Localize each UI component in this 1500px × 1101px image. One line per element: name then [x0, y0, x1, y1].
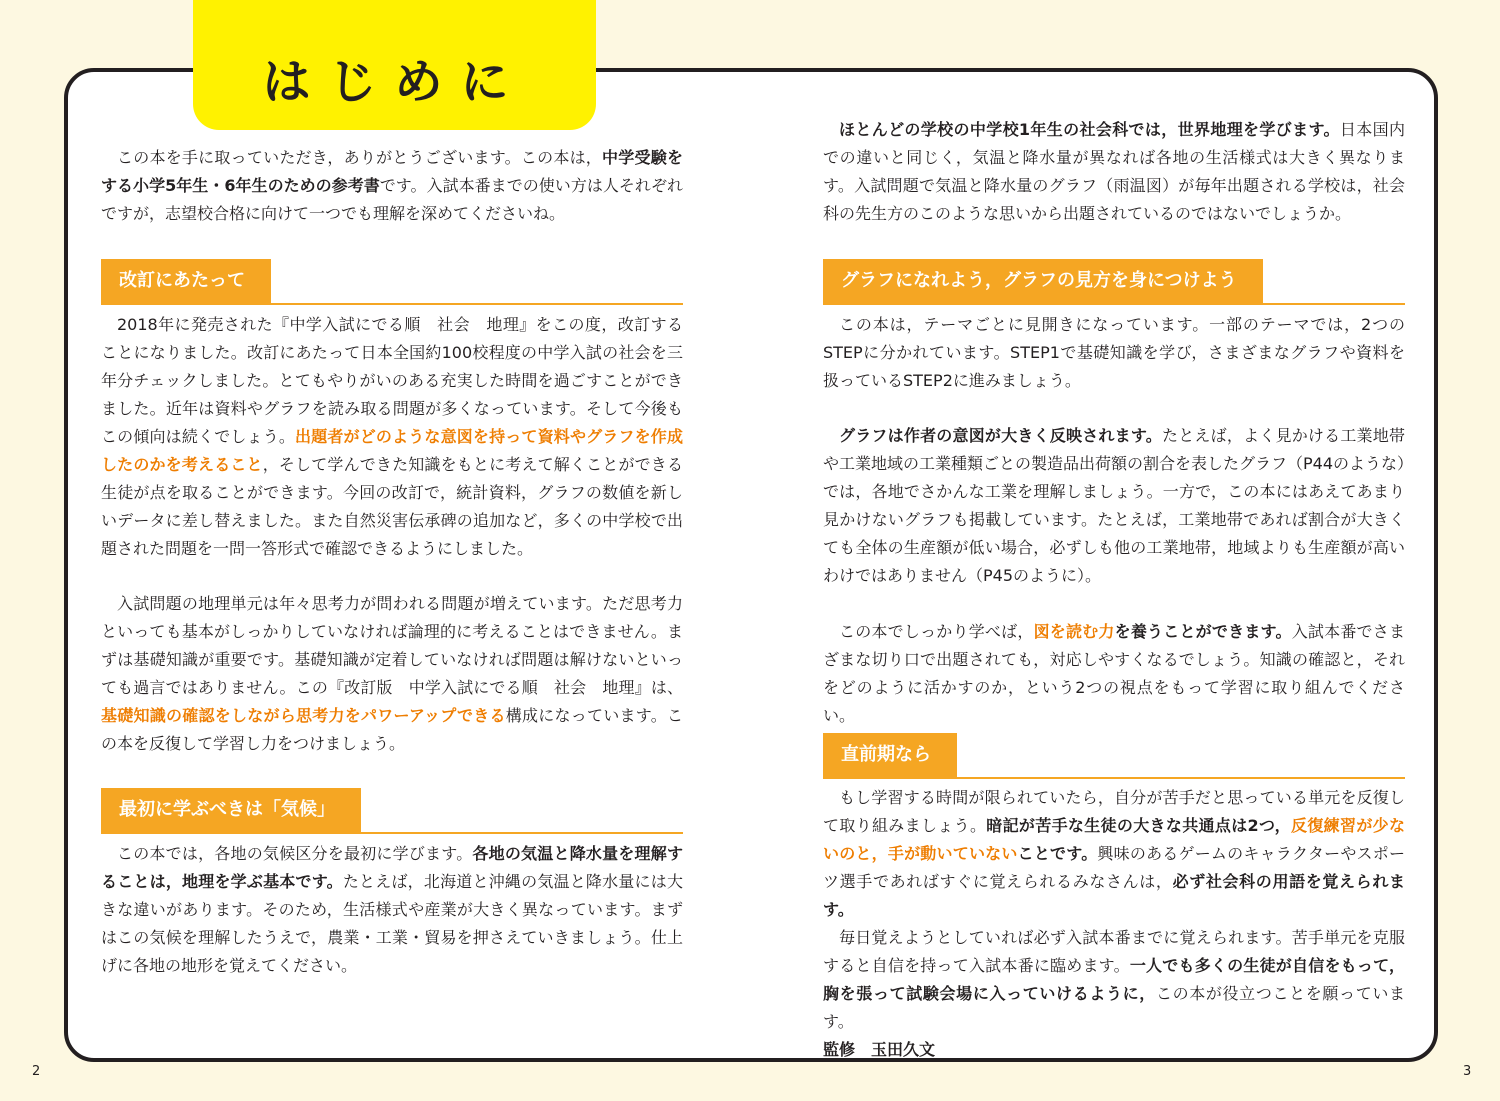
- text-span: 構成になっています。この本を反復して学習し力をつけましょう。: [101, 706, 683, 753]
- text-span: たとえば，北海道と沖縄の気温と降水量には大きな違いがあります。そのため，生活様式や産業が大きく異なっています。まずはこの気候を理解したうえで，農業・工業・貿易を押さえていきましょう。仕上げに各地の地形を覚えてください。: [101, 872, 683, 975]
- text-span: です。入試本番までの使い方は人それぞれですが，志望校合格に向けて一つでも理解を深めてくださいね。: [101, 176, 683, 223]
- text-span: この本では，各地の気候区分を最初に学びます。: [117, 844, 473, 863]
- text-span: この本でしっかり学べば，: [839, 622, 1034, 641]
- text-span: 入試問題の地理単元は年々思考力が問われる問題が増えています。ただ思考力といっても基本がしっかりしていなければ論理的に考えることはできません。まずは基礎知識が重要です。基礎知識が定着していなければ問題は解けないといっても過言ではありません。この『改訂版 中学入試にでる順 社会 地理』は、: [101, 594, 683, 697]
- revision-paragraph-1: [101, 311, 683, 563]
- left-intro-paragraph: [101, 144, 683, 228]
- text-span: この本は，テーマごとに見開きになっています。一部のテーマでは，2つのSTEPに分かれています。STEP1で基礎知識を学び，さまざまなグラフや資料を扱っているSTEP2に進みましょう。: [823, 315, 1405, 390]
- text-span: ，そして学んできた知識をもとに考えて解くことができる生徒が点を取ることができます。今回の改訂で，統計資料，グラフの数値を新しいデータに差し替えました。また自然災害伝承碑の追加など，多くの中学校で出題された問題を一問一答形式で確認できるようにしました。: [101, 455, 683, 558]
- section-heading: 直前期なら: [823, 733, 957, 777]
- highlight-text: 出題者がどのような意図を持って資料やグラフを作成したのかを考えること: [101, 427, 683, 474]
- climate-paragraph: [101, 840, 683, 980]
- signature: 監修 玉田久文: [823, 1040, 936, 1059]
- text-span: 2018年に発売された『中学入試にでる順 社会 地理』をこの度，改訂することになりました。改訂にあたって日本全国約100校程度の中学入試の社会を三年分チェックしました。とてもやりがいのある充実した時間を過ごすことができました。近年は資料やグラフを読み取る問題が多くなっています。そして今後もこの傾向は続くでしょう。: [101, 315, 683, 446]
- section-heading: 最初に学ぶべきは「気候」: [101, 788, 361, 832]
- graphs-paragraph-3: [823, 618, 1405, 730]
- page-number-left: 2: [32, 1064, 41, 1079]
- text-span: 興味のあるゲームのキャラクターやスポーツ選手であればすぐに覚えられるみなさんは，: [823, 844, 1405, 891]
- section-header-revision: [101, 259, 683, 305]
- bold-text: 一人でも多くの生徒が自信をもって，胸を張って試験会場に入っていけるように，: [823, 956, 1405, 1003]
- final-paragraph-1: [823, 784, 1405, 924]
- text-span: たとえば，よく見かける工業地帯や工業地域の工業種類ごとの製造品出荷額の割合を表したグラフ（P44のような）では，各地でさかんな工業を理解しましょう。一方で，この本にはあえてあまり見かけないグラフも掲載しています。たとえば，工業地帯であれば割合が大きくても全体の生産額が低い場合，必ずしも他の工業地帯，地域よりも生産額が高いわけではありません（P45のように）。: [823, 426, 1406, 585]
- bold-text: 各地の気温と降水量を理解することは，地理を学ぶ基本です。: [101, 844, 683, 891]
- section-heading: グラフになれよう，グラフの見方を身につけよう: [823, 259, 1263, 303]
- revision-paragraph-2: [101, 590, 683, 758]
- bold-text: 中学受験をする小学5年生・6年生のための参考書: [101, 148, 683, 195]
- graphs-paragraph-1: [823, 311, 1405, 395]
- highlight-text: 基礎知識の確認をしながら思考力をパワーアップできる: [101, 706, 506, 725]
- bold-text: を養うことができます。: [1114, 622, 1292, 641]
- section-header-final: [823, 733, 1405, 779]
- highlight-text: 反復練習が少ないのと，: [823, 816, 1405, 863]
- text-span: 日本国内での違いと同じく，気温と降水量が異なれば各地の生活様式は大きく異なります。入試問題で気温と降水量のグラフ（雨温図）が毎年出題される学校は，社会科の先生方のこのような思いから出題されているのではないでしょうか。: [823, 120, 1405, 223]
- graphs-paragraph-2: [823, 422, 1405, 590]
- text-span: もし学習する時間が限られていたら，自分が苦手だと思っている単元を反復して取り組みましょう。: [823, 788, 1405, 835]
- section-header-graphs: [823, 259, 1405, 305]
- page-title: はじめに: [262, 53, 527, 110]
- highlight-text: 図を読む力: [1033, 622, 1115, 641]
- section-header-climate: [101, 788, 683, 834]
- bold-text: グラフは作者の意図が大きく反映されます。: [839, 426, 1162, 445]
- right-intro-paragraph: [823, 116, 1405, 228]
- page-number-right: 3: [1463, 1064, 1472, 1079]
- bold-text: ほとんどの学校の中学校1年生の社会科では，世界地理を学びます。: [839, 120, 1340, 139]
- text-span: この本を手に取っていただき，ありがとうございます。この本は，: [117, 148, 603, 167]
- text-span: この本が役立つことを願っています。: [823, 984, 1405, 1031]
- bold-text: 必ず社会科の用語を覚えられます。: [823, 872, 1405, 919]
- section-heading: 改訂にあたって: [101, 259, 271, 303]
- highlight-text: 手が動いていない: [887, 844, 1018, 863]
- final-paragraph-2: [823, 924, 1405, 1064]
- text-span: 毎日覚えようとしていれば必ず入試本番までに覚えられます。苦手単元を克服すると自信を持って入試本番に臨めます。: [823, 928, 1405, 975]
- bold-text: ことです。: [1017, 844, 1098, 863]
- bold-text: 暗記が苦手な生徒の大きな共通点は2つ，: [986, 816, 1292, 835]
- title-tab: [193, 0, 596, 130]
- text-span: 入試本番でさまざまな切り口で出題されても，対応しやすくなるでしょう。知識の確認と，それをどのように活かすのか，という2つの視点をもって学習に取り組んでください。: [823, 622, 1405, 725]
